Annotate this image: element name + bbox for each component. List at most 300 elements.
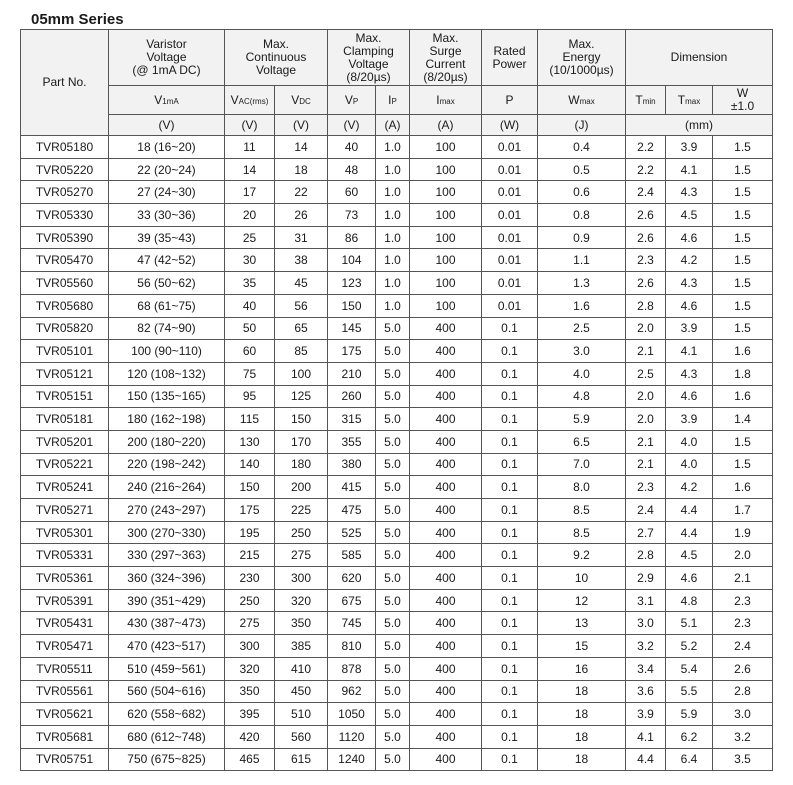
cell-power: 0.1 <box>482 612 538 635</box>
cell-tmax: 3.9 <box>666 317 713 340</box>
cell-tmax: 4.1 <box>666 158 713 181</box>
table-row <box>21 181 773 204</box>
table-row <box>21 567 773 590</box>
cell-power: 0.01 <box>482 158 538 181</box>
cell-width: 1.5 <box>713 158 773 181</box>
cell-varistor-voltage: 120 (108~132) <box>109 362 225 385</box>
cell-vp: 86 <box>328 226 376 249</box>
cell-varistor-voltage: 240 (216~264) <box>109 476 225 499</box>
cell-part-no: TVR05680 <box>21 294 109 317</box>
cell-varistor-voltage: 560 (504~616) <box>109 680 225 703</box>
table-row <box>21 612 773 635</box>
cell-vdc: 45 <box>275 272 328 295</box>
cell-vac: 50 <box>225 317 275 340</box>
table-row <box>21 544 773 567</box>
cell-vdc: 85 <box>275 340 328 363</box>
unit-vdc: (V) <box>275 115 328 136</box>
cell-vac: 465 <box>225 748 275 771</box>
cell-width: 1.5 <box>713 249 773 272</box>
cell-energy: 8.5 <box>538 499 626 522</box>
cell-vp: 40 <box>328 136 376 159</box>
cell-imax: 100 <box>410 226 482 249</box>
cell-imax: 400 <box>410 340 482 363</box>
cell-vp: 1050 <box>328 703 376 726</box>
cell-power: 0.01 <box>482 226 538 249</box>
cell-power: 0.1 <box>482 657 538 680</box>
cell-part-no: TVR05121 <box>21 362 109 385</box>
cell-vac: 420 <box>225 725 275 748</box>
cell-tmax: 4.4 <box>666 521 713 544</box>
cell-vac: 195 <box>225 521 275 544</box>
cell-part-no: TVR05330 <box>21 204 109 227</box>
cell-vac: 95 <box>225 385 275 408</box>
cell-ip: 5.0 <box>376 317 410 340</box>
cell-vp: 620 <box>328 567 376 590</box>
cell-vdc: 250 <box>275 521 328 544</box>
cell-varistor-voltage: 56 (50~62) <box>109 272 225 295</box>
unit-p: (W) <box>482 115 538 136</box>
cell-vdc: 300 <box>275 567 328 590</box>
cell-varistor-voltage: 750 (675~825) <box>109 748 225 771</box>
cell-ip: 5.0 <box>376 430 410 453</box>
cell-part-no: TVR05301 <box>21 521 109 544</box>
cell-tmax: 5.2 <box>666 635 713 658</box>
cell-vdc: 560 <box>275 725 328 748</box>
cell-power: 0.1 <box>482 476 538 499</box>
cell-tmax: 4.3 <box>666 272 713 295</box>
cell-tmax: 5.1 <box>666 612 713 635</box>
cell-part-no: TVR05471 <box>21 635 109 658</box>
cell-part-no: TVR05151 <box>21 385 109 408</box>
cell-vp: 150 <box>328 294 376 317</box>
cell-vac: 40 <box>225 294 275 317</box>
cell-imax: 400 <box>410 362 482 385</box>
cell-part-no: TVR05181 <box>21 408 109 431</box>
cell-energy: 10 <box>538 567 626 590</box>
cell-vdc: 150 <box>275 408 328 431</box>
cell-vp: 145 <box>328 317 376 340</box>
symbol-vdc: VDC <box>275 86 328 115</box>
cell-width: 1.5 <box>713 181 773 204</box>
cell-energy: 12 <box>538 589 626 612</box>
cell-vac: 35 <box>225 272 275 295</box>
cell-part-no: TVR05621 <box>21 703 109 726</box>
cell-part-no: TVR05681 <box>21 725 109 748</box>
cell-vac: 20 <box>225 204 275 227</box>
cell-width: 1.5 <box>713 136 773 159</box>
header-max-surge-current: Max. Surge Current (8/20µs) <box>410 30 482 86</box>
cell-energy: 15 <box>538 635 626 658</box>
cell-power: 0.1 <box>482 589 538 612</box>
cell-vp: 380 <box>328 453 376 476</box>
cell-energy: 16 <box>538 657 626 680</box>
symbol-imax: Imax <box>410 86 482 115</box>
cell-vp: 104 <box>328 249 376 272</box>
cell-power: 0.1 <box>482 453 538 476</box>
cell-ip: 1.0 <box>376 136 410 159</box>
cell-tmax: 4.2 <box>666 476 713 499</box>
cell-vp: 60 <box>328 181 376 204</box>
cell-imax: 400 <box>410 657 482 680</box>
cell-tmax: 6.4 <box>666 748 713 771</box>
table-row <box>21 317 773 340</box>
cell-imax: 400 <box>410 567 482 590</box>
cell-imax: 400 <box>410 317 482 340</box>
cell-vdc: 56 <box>275 294 328 317</box>
table-row <box>21 635 773 658</box>
cell-varistor-voltage: 180 (162~198) <box>109 408 225 431</box>
cell-vp: 315 <box>328 408 376 431</box>
cell-varistor-voltage: 68 (61~75) <box>109 294 225 317</box>
cell-vdc: 31 <box>275 226 328 249</box>
cell-power: 0.1 <box>482 680 538 703</box>
cell-width: 1.5 <box>713 204 773 227</box>
cell-width: 2.8 <box>713 680 773 703</box>
cell-tmin: 3.1 <box>626 589 666 612</box>
cell-ip: 5.0 <box>376 725 410 748</box>
cell-tmax: 4.6 <box>666 226 713 249</box>
cell-power: 0.01 <box>482 181 538 204</box>
cell-tmax: 4.6 <box>666 567 713 590</box>
cell-vdc: 125 <box>275 385 328 408</box>
cell-tmax: 4.0 <box>666 430 713 453</box>
header-varistor-voltage: Varistor Voltage (@ 1mA DC) <box>109 30 225 86</box>
cell-ip: 5.0 <box>376 657 410 680</box>
cell-energy: 0.5 <box>538 158 626 181</box>
cell-part-no: TVR05201 <box>21 430 109 453</box>
cell-energy: 18 <box>538 680 626 703</box>
cell-imax: 400 <box>410 521 482 544</box>
header-part-no: Part No. <box>21 30 109 136</box>
cell-imax: 400 <box>410 589 482 612</box>
cell-width: 1.6 <box>713 476 773 499</box>
unit-dimension: (mm) <box>626 115 773 136</box>
header-dimension: Dimension <box>626 30 773 86</box>
cell-power: 0.1 <box>482 635 538 658</box>
cell-vac: 60 <box>225 340 275 363</box>
cell-vdc: 170 <box>275 430 328 453</box>
table-row <box>21 657 773 680</box>
cell-energy: 1.1 <box>538 249 626 272</box>
cell-ip: 1.0 <box>376 249 410 272</box>
cell-vp: 260 <box>328 385 376 408</box>
cell-tmin: 2.6 <box>626 204 666 227</box>
cell-imax: 400 <box>410 544 482 567</box>
cell-power: 0.1 <box>482 340 538 363</box>
symbol-tmin: Tmin <box>626 86 666 115</box>
cell-part-no: TVR05431 <box>21 612 109 635</box>
cell-imax: 400 <box>410 499 482 522</box>
cell-width: 1.5 <box>713 272 773 295</box>
cell-power: 0.1 <box>482 430 538 453</box>
cell-vdc: 22 <box>275 181 328 204</box>
cell-ip: 1.0 <box>376 294 410 317</box>
cell-energy: 3.0 <box>538 340 626 363</box>
cell-tmin: 4.1 <box>626 725 666 748</box>
cell-tmin: 3.9 <box>626 703 666 726</box>
cell-energy: 7.0 <box>538 453 626 476</box>
cell-vac: 230 <box>225 567 275 590</box>
cell-ip: 5.0 <box>376 703 410 726</box>
cell-ip: 5.0 <box>376 748 410 771</box>
cell-tmin: 2.0 <box>626 317 666 340</box>
cell-part-no: TVR05751 <box>21 748 109 771</box>
cell-energy: 5.9 <box>538 408 626 431</box>
cell-imax: 100 <box>410 204 482 227</box>
symbol-w: W ±1.0 <box>713 86 773 115</box>
cell-ip: 5.0 <box>376 544 410 567</box>
cell-varistor-voltage: 360 (324~396) <box>109 567 225 590</box>
cell-varistor-voltage: 22 (20~24) <box>109 158 225 181</box>
cell-ip: 5.0 <box>376 612 410 635</box>
cell-tmin: 2.4 <box>626 181 666 204</box>
cell-width: 2.3 <box>713 589 773 612</box>
unit-v1ma: (V) <box>109 115 225 136</box>
table-row <box>21 226 773 249</box>
cell-tmax: 4.5 <box>666 544 713 567</box>
cell-energy: 0.6 <box>538 181 626 204</box>
cell-vp: 525 <box>328 521 376 544</box>
cell-power: 0.1 <box>482 544 538 567</box>
cell-vp: 210 <box>328 362 376 385</box>
table-row <box>21 340 773 363</box>
cell-width: 1.4 <box>713 408 773 431</box>
cell-ip: 1.0 <box>376 158 410 181</box>
cell-imax: 100 <box>410 181 482 204</box>
cell-vdc: 350 <box>275 612 328 635</box>
cell-varistor-voltage: 620 (558~682) <box>109 703 225 726</box>
cell-ip: 1.0 <box>376 272 410 295</box>
unit-vp: (V) <box>328 115 376 136</box>
cell-tmax: 3.9 <box>666 408 713 431</box>
cell-vdc: 200 <box>275 476 328 499</box>
cell-energy: 13 <box>538 612 626 635</box>
cell-vp: 585 <box>328 544 376 567</box>
cell-vp: 810 <box>328 635 376 658</box>
cell-vp: 878 <box>328 657 376 680</box>
cell-power: 0.1 <box>482 567 538 590</box>
cell-vac: 395 <box>225 703 275 726</box>
cell-part-no: TVR05511 <box>21 657 109 680</box>
cell-imax: 400 <box>410 680 482 703</box>
cell-imax: 400 <box>410 703 482 726</box>
cell-imax: 100 <box>410 294 482 317</box>
cell-tmax: 4.3 <box>666 181 713 204</box>
unit-wmax: (J) <box>538 115 626 136</box>
cell-width: 1.6 <box>713 385 773 408</box>
cell-energy: 0.9 <box>538 226 626 249</box>
cell-vac: 130 <box>225 430 275 453</box>
cell-ip: 5.0 <box>376 362 410 385</box>
cell-imax: 100 <box>410 136 482 159</box>
cell-vac: 11 <box>225 136 275 159</box>
cell-part-no: TVR05220 <box>21 158 109 181</box>
cell-tmin: 2.0 <box>626 408 666 431</box>
cell-vdc: 100 <box>275 362 328 385</box>
cell-imax: 100 <box>410 272 482 295</box>
cell-vac: 30 <box>225 249 275 272</box>
cell-tmin: 2.2 <box>626 158 666 181</box>
cell-vdc: 225 <box>275 499 328 522</box>
table-row <box>21 294 773 317</box>
unit-vac: (V) <box>225 115 275 136</box>
cell-ip: 1.0 <box>376 226 410 249</box>
cell-tmax: 4.0 <box>666 453 713 476</box>
cell-power: 0.1 <box>482 748 538 771</box>
cell-vdc: 38 <box>275 249 328 272</box>
cell-vp: 175 <box>328 340 376 363</box>
cell-power: 0.01 <box>482 272 538 295</box>
cell-varistor-voltage: 33 (30~36) <box>109 204 225 227</box>
cell-imax: 400 <box>410 408 482 431</box>
cell-part-no: TVR05221 <box>21 453 109 476</box>
cell-varistor-voltage: 47 (42~52) <box>109 249 225 272</box>
table-row <box>21 362 773 385</box>
cell-imax: 400 <box>410 430 482 453</box>
cell-varistor-voltage: 150 (135~165) <box>109 385 225 408</box>
cell-imax: 100 <box>410 249 482 272</box>
cell-imax: 400 <box>410 453 482 476</box>
cell-tmin: 2.3 <box>626 476 666 499</box>
cell-width: 2.4 <box>713 635 773 658</box>
cell-varistor-voltage: 100 (90~110) <box>109 340 225 363</box>
cell-energy: 18 <box>538 725 626 748</box>
cell-varistor-voltage: 220 (198~242) <box>109 453 225 476</box>
cell-ip: 1.0 <box>376 181 410 204</box>
table-row <box>21 703 773 726</box>
cell-vac: 14 <box>225 158 275 181</box>
symbol-p: P <box>482 86 538 115</box>
cell-ip: 5.0 <box>376 453 410 476</box>
cell-vp: 1240 <box>328 748 376 771</box>
cell-width: 3.0 <box>713 703 773 726</box>
cell-energy: 2.5 <box>538 317 626 340</box>
cell-width: 1.9 <box>713 521 773 544</box>
cell-varistor-voltage: 330 (297~363) <box>109 544 225 567</box>
cell-power: 0.1 <box>482 385 538 408</box>
cell-energy: 4.8 <box>538 385 626 408</box>
cell-vp: 355 <box>328 430 376 453</box>
header-rated-power: Rated Power <box>482 30 538 86</box>
cell-vac: 25 <box>225 226 275 249</box>
cell-power: 0.1 <box>482 725 538 748</box>
cell-tmax: 4.3 <box>666 362 713 385</box>
cell-power: 0.01 <box>482 136 538 159</box>
cell-vdc: 275 <box>275 544 328 567</box>
symbol-v1ma: V1mA <box>109 86 225 115</box>
cell-imax: 400 <box>410 725 482 748</box>
cell-vac: 115 <box>225 408 275 431</box>
cell-vp: 475 <box>328 499 376 522</box>
cell-varistor-voltage: 430 (387~473) <box>109 612 225 635</box>
cell-ip: 5.0 <box>376 408 410 431</box>
cell-part-no: TVR05820 <box>21 317 109 340</box>
cell-tmax: 4.8 <box>666 589 713 612</box>
table-row <box>21 158 773 181</box>
symbol-tmax: Tmax <box>666 86 713 115</box>
cell-tmax: 4.2 <box>666 249 713 272</box>
header-max-energy: Max. Energy (10/1000µs) <box>538 30 626 86</box>
cell-vdc: 410 <box>275 657 328 680</box>
cell-width: 2.1 <box>713 567 773 590</box>
cell-varistor-voltage: 27 (24~30) <box>109 181 225 204</box>
cell-energy: 8.0 <box>538 476 626 499</box>
unit-ip: (A) <box>376 115 410 136</box>
cell-part-no: TVR05180 <box>21 136 109 159</box>
cell-width: 1.8 <box>713 362 773 385</box>
cell-vac: 150 <box>225 476 275 499</box>
cell-power: 0.1 <box>482 703 538 726</box>
cell-tmin: 2.9 <box>626 567 666 590</box>
table-row <box>21 408 773 431</box>
table-row <box>21 136 773 159</box>
table-row <box>21 249 773 272</box>
cell-vac: 17 <box>225 181 275 204</box>
cell-tmax: 4.4 <box>666 499 713 522</box>
cell-vdc: 26 <box>275 204 328 227</box>
cell-width: 2.3 <box>713 612 773 635</box>
cell-imax: 400 <box>410 748 482 771</box>
cell-tmin: 2.7 <box>626 521 666 544</box>
cell-width: 1.5 <box>713 226 773 249</box>
cell-width: 3.2 <box>713 725 773 748</box>
cell-tmax: 6.2 <box>666 725 713 748</box>
table-row <box>21 521 773 544</box>
cell-part-no: TVR05101 <box>21 340 109 363</box>
cell-varistor-voltage: 39 (35~43) <box>109 226 225 249</box>
cell-ip: 5.0 <box>376 635 410 658</box>
symbol-vac-rms: VAC(rms) <box>225 86 275 115</box>
cell-vac: 140 <box>225 453 275 476</box>
cell-width: 3.5 <box>713 748 773 771</box>
cell-tmin: 3.2 <box>626 635 666 658</box>
cell-power: 0.1 <box>482 317 538 340</box>
cell-energy: 4.0 <box>538 362 626 385</box>
cell-tmin: 2.0 <box>626 385 666 408</box>
cell-width: 1.5 <box>713 317 773 340</box>
cell-ip: 5.0 <box>376 476 410 499</box>
cell-varistor-voltage: 510 (459~561) <box>109 657 225 680</box>
cell-vdc: 14 <box>275 136 328 159</box>
cell-energy: 9.2 <box>538 544 626 567</box>
cell-tmin: 2.4 <box>626 499 666 522</box>
cell-part-no: TVR05241 <box>21 476 109 499</box>
cell-vdc: 615 <box>275 748 328 771</box>
cell-part-no: TVR05561 <box>21 680 109 703</box>
cell-width: 1.5 <box>713 294 773 317</box>
cell-tmin: 3.6 <box>626 680 666 703</box>
cell-vp: 123 <box>328 272 376 295</box>
table-row <box>21 680 773 703</box>
cell-width: 1.7 <box>713 499 773 522</box>
cell-vac: 350 <box>225 680 275 703</box>
symbol-ip: IP <box>376 86 410 115</box>
header-max-clamping-voltage: Max. Clamping Voltage (8/20µs) <box>328 30 410 86</box>
table-row <box>21 453 773 476</box>
cell-vdc: 450 <box>275 680 328 703</box>
cell-varistor-voltage: 270 (243~297) <box>109 499 225 522</box>
series-title: 05mm Series <box>31 11 124 28</box>
cell-part-no: TVR05560 <box>21 272 109 295</box>
table-row <box>21 499 773 522</box>
cell-imax: 400 <box>410 612 482 635</box>
cell-width: 2.0 <box>713 544 773 567</box>
table-row <box>21 748 773 771</box>
cell-vp: 415 <box>328 476 376 499</box>
cell-energy: 1.3 <box>538 272 626 295</box>
cell-ip: 5.0 <box>376 680 410 703</box>
cell-tmax: 4.6 <box>666 385 713 408</box>
